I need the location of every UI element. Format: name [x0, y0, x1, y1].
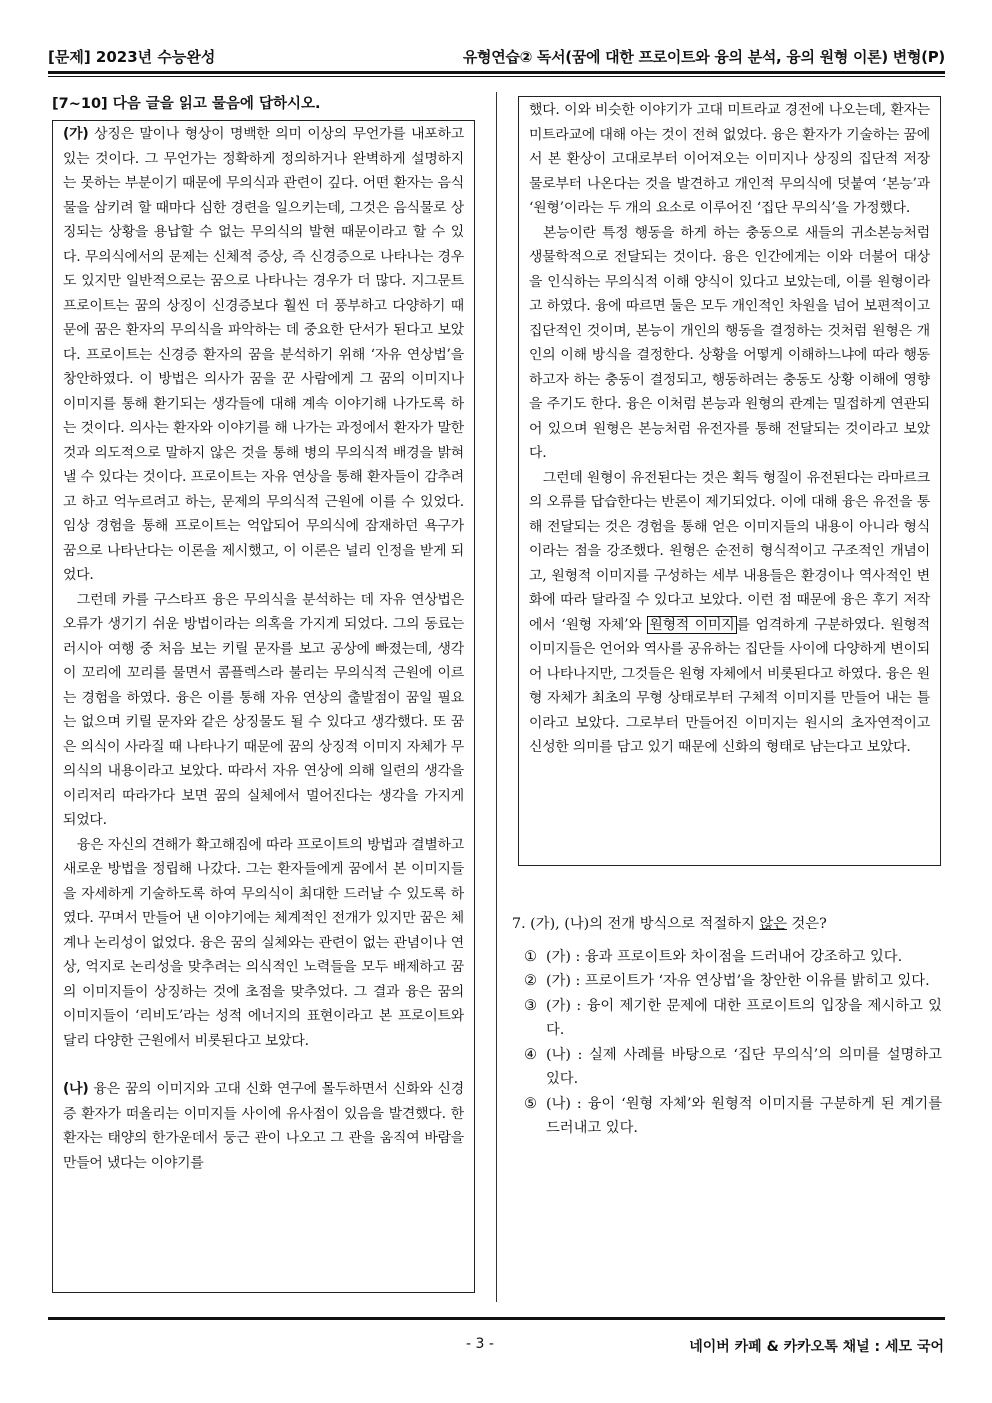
question-instruction: [7~10] 다음 글을 읽고 물음에 답하시오.	[52, 96, 321, 112]
underlined-word: 않은	[759, 916, 787, 932]
passage-ga-paragraph-3: 융은 자신의 견해가 확고해짐에 따라 프로이트의 방법과 결별하고 새로운 방법을 정립해 나갔다. 그는 환자들에게 꿈에서 본 이미지들을 자세하게 기술하도록 하여 무의식이 최대한 드러날 수 있도록 하였다. 꾸며서 만들어 낸 이야기에는 체계적인 전개가 있지만 꿈은 체계나 논리성이 없었다. 융은 꿈의 실체와는 관련이 없는 관념이나 연상, 억지로 논리성을 맞추려는 의식적인 노력들을 모두 배제하고 꿈의 이미지들이 상징하는 것에 초점을 맞추었다. 그 결과 융은 꿈의 이미지들이 ‘리비도’라는 성적 에너지의 표현이라고 본 프로이트와 달리 다양한 근원에서 비롯된다고 보았다.	[63, 836, 464, 1049]
choice-1[interactable]: ① (가) : 융과 프로이트와 차이점을 드러내어 강조하고 있다.	[524, 948, 903, 965]
column-divider	[496, 92, 497, 1302]
question-stem: 7. (가), (나)의 전개 방식으로 적절하지 않은 것은?	[512, 916, 827, 932]
footer-channel: 네이버 카페 & 카카오톡 채널 : 세모 국어	[689, 1339, 944, 1355]
passage-na-tag: (나)	[63, 1081, 89, 1097]
header-rule	[48, 71, 945, 74]
passage-na-paragraph-1b: 했다. 이와 비슷한 이야기가 고대 미트라교 경전에 나오는데, 환자는 미트라교에 대해 아는 것이 전혀 없었다. 융은 환자가 기술하는 꿈에서 본 환상이 고대로부터 이어져오는 이미지나 상징의 집단적 저장물로부터 나온다는 것을 발견하고 개인적 무의식에 덧붙여 ‘본능’과 ‘원형’이라는 두 개의 요소로 이루어진 ‘집단 무의식’을 가정했다.	[529, 102, 930, 216]
header-rule-thin	[48, 76, 945, 77]
choice-5[interactable]: ⑤ (나) : 융이 ‘원형 자체’와 원형적 이미지를 구분하게 된 계기를 드러내고 있다.	[524, 1095, 942, 1136]
passage-ga-paragraph-1: (가) 상징은 말이나 형상이 명백한 의미 이상의 무언가를 내포하고 있는 것이다. 그 무언가는 정확하게 정의하거나 완벽하게 설명하지는 못하는 부분이기 때문에 무의식과 관련이 깊다. 어떤 환자는 음식물을 삼키려 할 때마다 심한 경련을 일으키는데, 그것은 음식물로 상징되는 상황을 용납할 수 없는 무의식의 발현 때문이라고 할 수 있다. 무의식에서의 문제는 신체적 증상, 즉 신경증으로 나타나는 경우도 있지만 일반적으로는 꿈으로 나타나는 경우가 더 많다. 지그문트 프로이트는 꿈의 상징이 신경증보다 훨씬 더 풍부하고 다양하기 때문에 꿈은 환자의 무의식을 파악하는 데 중요한 단서가 된다고 보았다. 프로이트는 신경증 환자의 꿈을 분석하기 위해 ‘자유 연상법’을 창안하였다. 이 방법은 의사가 꿈을 꾼 사람에게 그 꿈의 이미지나 이미지를 통해 환기되는 생각들에 대해 계속 이야기해 나가도록 하는 것이다. 의사는 환자와 이야기를 해 나가는 과정에서 환자가 말한 것과 의도적으로 말하지 않은 것을 통해 병의 무의식적 배경을 밝혀낼 수 있다는 것이다. 프로이트는 자유 연상을 통해 환자들이 감추려고 하고 억누르려고 하는, 문제의 무의식적 근원에 이를 수 있었다. 임상 경험을 통해 프로이트는 억압되어 무의식에 잠재하던 욕구가 꿈으로 나타난다는 이론을 제시했고, 이 이론은 널리 인정을 받게 되었다.	[63, 126, 464, 583]
page-header	[48, 42, 945, 72]
passage-ga-paragraph-2: 그런데 카를 구스타프 융은 무의식을 분석하는 데 자유 연상법은 오류가 생기기 쉬운 방법이라는 의혹을 가지게 되었다. 그의 동료는 러시아 여행 중 처음 보는 키릴 문자를 보고 공상에 빠졌는데, 생각이 꼬리에 꼬리를 물면서 콤플렉스라 불리는 무의식적 근원에 이르는 경험을 하였다. 융은 이를 통해 자유 연상의 출발점이 꿈일 필요는 없으며 키릴 문자와 같은 상징물도 될 수 있다고 생각했다. 또 꿈은 의식이 사라질 때 나타나기 때문에 꿈의 상징적 이미지 자체가 무의식의 내용이라고 보았다. 따라서 자유 연상에 의해 일련의 생각을 이리저리 따라가다 보면 꿈의 실체에서 멀어진다는 생각을 가지게 되었다.	[63, 591, 464, 828]
header-subtitle: 유형연습② 독서(꿈에 대한 프로이트와 융의 분석, 융의 원형 이론) 변형(P)	[462, 48, 945, 66]
choice-4[interactable]: ④ (나) : 실제 사례를 바탕으로 ‘집단 무의식’의 의미를 설명하고 있다.	[524, 1046, 942, 1087]
passage-box-right	[518, 96, 941, 866]
choice-3[interactable]: ③ (가) : 융이 제기한 문제에 대한 프로이트의 입장을 제시하고 있다.	[524, 997, 942, 1038]
passage-box-left	[52, 120, 475, 1293]
passage-ga-tag: (가)	[63, 126, 89, 142]
page-number: - 3 -	[466, 1336, 494, 1352]
passage-na-paragraph-1a: (나) 융은 꿈의 이미지와 고대 신화 연구에 몰두하면서 신화와 신경증 환자가 떠올리는 이미지들 사이에 유사점이 있음을 발견했다. 한 환자는 태양의 한가운데서 둥근 관이 나오고 그 관을 움직여 바람을 만들어 냈다는 이야기를	[63, 1081, 464, 1171]
passage-na-paragraph-3: 그런데 원형이 유전된다는 것은 획득 형질이 유전된다는 라마르크의 오류를 답습한다는 반론이 제기되었다. 이에 대해 융은 유전을 통해 전달되는 것은 경험을 통해 얻은 이미지들의 내용이 아니라 형식이라는 점을 강조했다. 원형은 순전히 형식적이고 구조적인 개념이고, 원형적 이미지를 구성하는 세부 내용들은 환경이나 역사적인 변화에 따라 달라질 수 있다고 보았다. 이런 점 때문에 융은 후기 저작에서 ‘원형 자체’와 원형적 이미지 를 엄격하게 구분하였다. 원형적 이미지들은 언어와 역사를 공유하는 집단들 사이에 다양하게 변이되어 나타나지만, 그것들은 원형 자체에서 비롯된다고 하였다. 융은 원형 자체가 최초의 무형 상태로부터 구체적 이미지를 만들어 내는 틀이라고 보았다. 그로부터 만들어진 이미지는 원시의 초자연적이고 신성한 의미를 담고 있기 때문에 신화의 형태로 남는다고 보았다.	[529, 469, 930, 755]
boxed-term: 원형적 이미지	[649, 616, 735, 633]
footer-rule	[48, 1317, 945, 1320]
passage-na-paragraph-2: 본능이란 특정 행동을 하게 하는 충동으로 새들의 귀소본능처럼 생물학적으로 전달되는 것이다. 융은 인간에게는 이와 더불어 대상을 인식하는 무의식적 이해 양식이 있다고 보았는데, 이를 원형이라고 하였다. 융에 따르면 둘은 모두 개인적인 차원을 넘어 보편적이고 집단적인 것이며, 본능이 개인의 행동을 결정하는 것처럼 원형은 개인의 이해 방식을 결정한다. 상황을 어떻게 이해하느냐에 따라 행동하고자 하는 충동이 결정되고, 행동하려는 충동도 상황 이해에 영향을 주기도 한다. 융은 이처럼 본능과 원형의 관계는 밀접하게 연관되어 있으며 원형은 본능처럼 유전자를 통해 전달되는 것이라고 보았다.	[529, 224, 930, 461]
header-title: [문제] 2023년 수능완성	[48, 48, 216, 66]
choice-2[interactable]: ② (가) : 프로이트가 ‘자유 연상법’을 창안한 이유를 밝히고 있다.	[524, 973, 930, 989]
question-7	[512, 912, 942, 1141]
